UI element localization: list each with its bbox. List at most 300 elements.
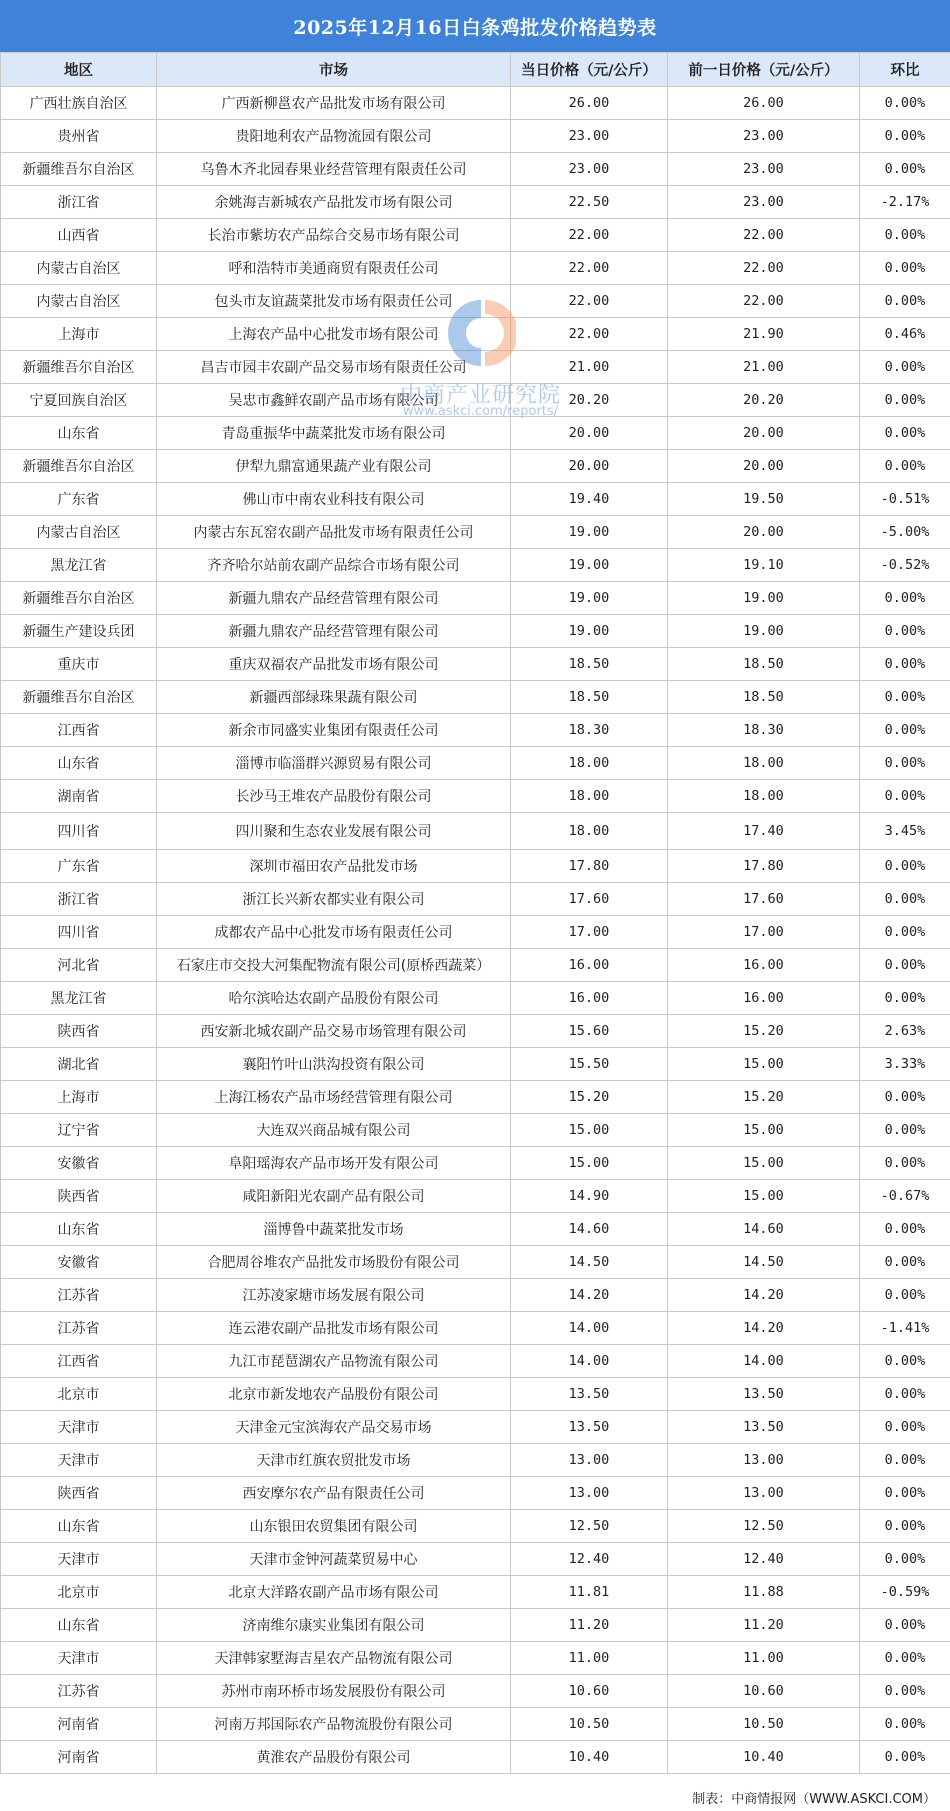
region-cell: 山东省 xyxy=(1,1609,157,1642)
change-cell: 0.00% xyxy=(860,285,950,318)
market-cell: 济南维尔康实业集团有限公司 xyxy=(157,1609,511,1642)
region-cell: 新疆维吾尔自治区 xyxy=(1,153,157,186)
region-cell: 内蒙古自治区 xyxy=(1,516,157,549)
today-price-cell: 13.00 xyxy=(511,1477,668,1510)
change-cell: 0.00% xyxy=(860,120,950,153)
table-row xyxy=(1,549,950,582)
today-price-cell: 12.50 xyxy=(511,1510,668,1543)
previous-price-cell: 15.20 xyxy=(668,1015,860,1048)
change-cell: 0.00% xyxy=(860,1477,950,1510)
change-cell: -0.51% xyxy=(860,483,950,516)
change-cell: 0.00% xyxy=(860,747,950,780)
previous-price-cell: 12.40 xyxy=(668,1543,860,1576)
today-price-cell: 16.00 xyxy=(511,982,668,1015)
previous-price-cell: 21.90 xyxy=(668,318,860,351)
change-cell: 0.00% xyxy=(860,582,950,615)
region-cell: 上海市 xyxy=(1,318,157,351)
region-cell: 广西壮族自治区 xyxy=(1,87,157,120)
today-price-cell: 18.00 xyxy=(511,780,668,813)
watermark-name: 中商产业研究院 xyxy=(399,383,561,408)
today-price-cell: 17.00 xyxy=(511,916,668,949)
market-cell: 贵阳地利农产品物流园有限公司 xyxy=(157,120,511,153)
market-cell: 青岛重振华中蔬菜批发市场有限公司 xyxy=(157,417,511,450)
table-row xyxy=(1,1114,950,1147)
table-row xyxy=(1,417,950,450)
market-cell: 成都农产品中心批发市场有限责任公司 xyxy=(157,916,511,949)
table-row xyxy=(1,1015,950,1048)
market-cell: 上海农产品中心批发市场有限公司 xyxy=(157,318,511,351)
market-cell: 长治市紫坊农产品综合交易市场有限公司 xyxy=(157,219,511,252)
change-cell: 0.00% xyxy=(860,153,950,186)
region-cell: 贵州省 xyxy=(1,120,157,153)
market-cell: 广西新柳邕农产品批发市场有限公司 xyxy=(157,87,511,120)
table-row xyxy=(1,1213,950,1246)
table-row xyxy=(1,1543,950,1576)
previous-price-cell: 15.00 xyxy=(668,1147,860,1180)
market-cell: 天津韩家墅海吉星农产品物流有限公司 xyxy=(157,1642,511,1675)
previous-price-cell: 17.60 xyxy=(668,883,860,916)
region-cell: 新疆维吾尔自治区 xyxy=(1,582,157,615)
market-cell: 天津市红旗农贸批发市场 xyxy=(157,1444,511,1477)
region-cell: 四川省 xyxy=(1,813,157,850)
table-row xyxy=(1,1675,950,1708)
table-row xyxy=(1,747,950,780)
table-row xyxy=(1,1180,950,1213)
change-cell: 2.63% xyxy=(860,1015,950,1048)
market-cell: 佛山市中南农业科技有限公司 xyxy=(157,483,511,516)
table-row xyxy=(1,318,950,351)
table-row xyxy=(1,1510,950,1543)
region-cell: 江苏省 xyxy=(1,1675,157,1708)
table-row xyxy=(1,120,950,153)
market-cell: 西安摩尔农产品有限责任公司 xyxy=(157,1477,511,1510)
region-cell: 河南省 xyxy=(1,1708,157,1741)
previous-price-cell: 20.00 xyxy=(668,417,860,450)
today-price-cell: 14.00 xyxy=(511,1312,668,1345)
column-header-previous-price: 前一日价格（元/公斤） xyxy=(668,53,860,87)
market-cell: 重庆双福农产品批发市场有限公司 xyxy=(157,648,511,681)
region-cell: 山东省 xyxy=(1,1213,157,1246)
today-price-cell: 26.00 xyxy=(511,87,668,120)
today-price-cell: 17.80 xyxy=(511,850,668,883)
market-cell: 北京大洋路农副产品市场有限公司 xyxy=(157,1576,511,1609)
market-cell: 北京市新发地农产品股份有限公司 xyxy=(157,1378,511,1411)
table-row xyxy=(1,949,950,982)
market-cell: 苏州市南环桥市场发展股份有限公司 xyxy=(157,1675,511,1708)
table-row xyxy=(1,780,950,813)
today-price-cell: 10.50 xyxy=(511,1708,668,1741)
change-cell: 0.00% xyxy=(860,1081,950,1114)
today-price-cell: 10.40 xyxy=(511,1741,668,1774)
region-cell: 江西省 xyxy=(1,1345,157,1378)
change-cell: 0.00% xyxy=(860,1279,950,1312)
previous-price-cell: 10.40 xyxy=(668,1741,860,1774)
change-cell: 0.00% xyxy=(860,714,950,747)
market-cell: 乌鲁木齐北园春果业经营管理有限责任公司 xyxy=(157,153,511,186)
today-price-cell: 22.00 xyxy=(511,318,668,351)
table-row xyxy=(1,1279,950,1312)
market-cell: 江苏凌家塘市场发展有限公司 xyxy=(157,1279,511,1312)
previous-price-cell: 16.00 xyxy=(668,982,860,1015)
market-cell: 呼和浩特市美通商贸有限责任公司 xyxy=(157,252,511,285)
today-price-cell: 19.00 xyxy=(511,582,668,615)
table-title: 2025年12月16日白条鸡批发价格趋势表 xyxy=(0,0,950,52)
market-cell: 上海江杨农产品市场经营管理有限公司 xyxy=(157,1081,511,1114)
change-cell: -5.00% xyxy=(860,516,950,549)
change-cell: 0.00% xyxy=(860,615,950,648)
market-cell: 新疆九鼎农产品经营管理有限公司 xyxy=(157,615,511,648)
region-cell: 宁夏回族自治区 xyxy=(1,384,157,417)
previous-price-cell: 19.00 xyxy=(668,582,860,615)
market-cell: 大连双兴商品城有限公司 xyxy=(157,1114,511,1147)
previous-price-cell: 14.20 xyxy=(668,1312,860,1345)
today-price-cell: 20.00 xyxy=(511,417,668,450)
region-cell: 浙江省 xyxy=(1,186,157,219)
market-cell: 西安新北城农副产品交易市场管理有限公司 xyxy=(157,1015,511,1048)
region-cell: 浙江省 xyxy=(1,883,157,916)
change-cell: 0.00% xyxy=(860,780,950,813)
previous-price-cell: 26.00 xyxy=(668,87,860,120)
today-price-cell: 11.00 xyxy=(511,1642,668,1675)
change-cell: 0.46% xyxy=(860,318,950,351)
market-cell: 长沙马王堆农产品股份有限公司 xyxy=(157,780,511,813)
previous-price-cell: 17.40 xyxy=(668,813,860,850)
change-cell: 0.00% xyxy=(860,1642,950,1675)
change-cell: 0.00% xyxy=(860,1543,950,1576)
today-price-cell: 14.60 xyxy=(511,1213,668,1246)
table-row xyxy=(1,883,950,916)
today-price-cell: 17.60 xyxy=(511,883,668,916)
table-row xyxy=(1,1708,950,1741)
region-cell: 上海市 xyxy=(1,1081,157,1114)
today-price-cell: 14.50 xyxy=(511,1246,668,1279)
change-cell: 0.00% xyxy=(860,1345,950,1378)
table-row xyxy=(1,1081,950,1114)
today-price-cell: 18.00 xyxy=(511,813,668,850)
change-cell: 0.00% xyxy=(860,1510,950,1543)
previous-price-cell: 15.00 xyxy=(668,1114,860,1147)
previous-price-cell: 22.00 xyxy=(668,252,860,285)
table-row xyxy=(1,1642,950,1675)
previous-price-cell: 18.00 xyxy=(668,780,860,813)
market-cell: 新疆西部绿珠果蔬有限公司 xyxy=(157,681,511,714)
table-row xyxy=(1,1609,950,1642)
today-price-cell: 22.00 xyxy=(511,219,668,252)
region-cell: 北京市 xyxy=(1,1378,157,1411)
region-cell: 山东省 xyxy=(1,747,157,780)
previous-price-cell: 22.00 xyxy=(668,219,860,252)
market-cell: 余姚海吉新城农产品批发市场有限公司 xyxy=(157,186,511,219)
region-cell: 内蒙古自治区 xyxy=(1,252,157,285)
region-cell: 四川省 xyxy=(1,916,157,949)
today-price-cell: 15.00 xyxy=(511,1147,668,1180)
change-cell: 0.00% xyxy=(860,916,950,949)
market-cell: 石家庄市交投大河集配物流有限公司(原桥西蔬菜） xyxy=(157,949,511,982)
today-price-cell: 23.00 xyxy=(511,120,668,153)
change-cell: 0.00% xyxy=(860,681,950,714)
change-cell: 0.00% xyxy=(860,949,950,982)
previous-price-cell: 17.00 xyxy=(668,916,860,949)
previous-price-cell: 23.00 xyxy=(668,186,860,219)
market-cell: 九江市琵琶湖农产品物流有限公司 xyxy=(157,1345,511,1378)
previous-price-cell: 20.00 xyxy=(668,516,860,549)
table-row xyxy=(1,1576,950,1609)
table-row xyxy=(1,982,950,1015)
table-row xyxy=(1,450,950,483)
today-price-cell: 15.60 xyxy=(511,1015,668,1048)
column-header-market: 市场 xyxy=(157,53,511,87)
previous-price-cell: 10.60 xyxy=(668,1675,860,1708)
previous-price-cell: 21.00 xyxy=(668,351,860,384)
table-row xyxy=(1,582,950,615)
table-row xyxy=(1,1246,950,1279)
change-cell: 0.00% xyxy=(860,1675,950,1708)
change-cell: 3.45% xyxy=(860,813,950,850)
table-header-row xyxy=(1,53,950,87)
change-cell: 0.00% xyxy=(860,1246,950,1279)
table-row xyxy=(1,153,950,186)
today-price-cell: 14.90 xyxy=(511,1180,668,1213)
today-price-cell: 18.50 xyxy=(511,648,668,681)
region-cell: 新疆维吾尔自治区 xyxy=(1,681,157,714)
change-cell: 0.00% xyxy=(860,384,950,417)
column-header-region: 地区 xyxy=(1,53,157,87)
table-row xyxy=(1,1444,950,1477)
table-row xyxy=(1,516,950,549)
market-cell: 昌吉市园丰农副产品交易市场有限责任公司 xyxy=(157,351,511,384)
change-cell: 0.00% xyxy=(860,850,950,883)
region-cell: 广东省 xyxy=(1,850,157,883)
table-row xyxy=(1,916,950,949)
change-cell: 0.00% xyxy=(860,883,950,916)
today-price-cell: 19.00 xyxy=(511,516,668,549)
table-row xyxy=(1,1147,950,1180)
change-cell: 0.00% xyxy=(860,87,950,120)
region-cell: 天津市 xyxy=(1,1411,157,1444)
table-row xyxy=(1,615,950,648)
market-cell: 阜阳瑶海农产品市场开发有限公司 xyxy=(157,1147,511,1180)
change-cell: 0.00% xyxy=(860,1741,950,1774)
change-cell: -1.41% xyxy=(860,1312,950,1345)
table-row xyxy=(1,813,950,850)
region-cell: 山西省 xyxy=(1,219,157,252)
region-cell: 湖北省 xyxy=(1,1048,157,1081)
change-cell: 3.33% xyxy=(860,1048,950,1081)
region-cell: 湖南省 xyxy=(1,780,157,813)
table-body xyxy=(1,87,950,1774)
column-header-today-price: 当日价格（元/公斤） xyxy=(511,53,668,87)
table-row xyxy=(1,87,950,120)
change-cell: 0.00% xyxy=(860,1378,950,1411)
today-price-cell: 11.81 xyxy=(511,1576,668,1609)
today-price-cell: 13.50 xyxy=(511,1411,668,1444)
today-price-cell: 16.00 xyxy=(511,949,668,982)
today-price-cell: 13.50 xyxy=(511,1378,668,1411)
today-price-cell: 19.00 xyxy=(511,549,668,582)
table-row xyxy=(1,1741,950,1774)
region-cell: 山东省 xyxy=(1,417,157,450)
market-cell: 新余市同盛实业集团有限责任公司 xyxy=(157,714,511,747)
watermark-url: www.askci.com/reports/ xyxy=(403,404,558,419)
today-price-cell: 13.00 xyxy=(511,1444,668,1477)
previous-price-cell: 17.80 xyxy=(668,850,860,883)
region-cell: 天津市 xyxy=(1,1543,157,1576)
today-price-cell: 21.00 xyxy=(511,351,668,384)
region-cell: 安徽省 xyxy=(1,1147,157,1180)
market-cell: 天津金元宝滨海农产品交易市场 xyxy=(157,1411,511,1444)
region-cell: 江西省 xyxy=(1,714,157,747)
previous-price-cell: 19.00 xyxy=(668,615,860,648)
table-row xyxy=(1,483,950,516)
table-row xyxy=(1,1312,950,1345)
market-cell: 深圳市福田农产品批发市场 xyxy=(157,850,511,883)
today-price-cell: 15.20 xyxy=(511,1081,668,1114)
change-cell: 0.00% xyxy=(860,1114,950,1147)
previous-price-cell: 18.50 xyxy=(668,648,860,681)
previous-price-cell: 18.50 xyxy=(668,681,860,714)
previous-price-cell: 20.00 xyxy=(668,450,860,483)
region-cell: 安徽省 xyxy=(1,1246,157,1279)
today-price-cell: 19.00 xyxy=(511,615,668,648)
previous-price-cell: 16.00 xyxy=(668,949,860,982)
footer-credit: 制表：中商情报网（WWW.ASKCI.COM） xyxy=(692,1791,936,1807)
table-row xyxy=(1,219,950,252)
today-price-cell: 12.40 xyxy=(511,1543,668,1576)
region-cell: 北京市 xyxy=(1,1576,157,1609)
previous-price-cell: 15.00 xyxy=(668,1048,860,1081)
change-cell: 0.00% xyxy=(860,1411,950,1444)
market-cell: 哈尔滨哈达农副产品股份有限公司 xyxy=(157,982,511,1015)
region-cell: 黑龙江省 xyxy=(1,982,157,1015)
market-cell: 襄阳竹叶山洪沟投资有限公司 xyxy=(157,1048,511,1081)
today-price-cell: 15.50 xyxy=(511,1048,668,1081)
previous-price-cell: 11.88 xyxy=(668,1576,860,1609)
region-cell: 河北省 xyxy=(1,949,157,982)
table-row xyxy=(1,285,950,318)
region-cell: 陕西省 xyxy=(1,1477,157,1510)
change-cell: -2.17% xyxy=(860,186,950,219)
previous-price-cell: 18.00 xyxy=(668,747,860,780)
change-cell: 0.00% xyxy=(860,1444,950,1477)
today-price-cell: 19.40 xyxy=(511,483,668,516)
region-cell: 山东省 xyxy=(1,1510,157,1543)
region-cell: 新疆维吾尔自治区 xyxy=(1,351,157,384)
region-cell: 黑龙江省 xyxy=(1,549,157,582)
today-price-cell: 20.20 xyxy=(511,384,668,417)
table-row xyxy=(1,1378,950,1411)
previous-price-cell: 12.50 xyxy=(668,1510,860,1543)
previous-price-cell: 15.20 xyxy=(668,1081,860,1114)
today-price-cell: 11.20 xyxy=(511,1609,668,1642)
previous-price-cell: 15.00 xyxy=(668,1180,860,1213)
change-cell: 0.00% xyxy=(860,1147,950,1180)
market-cell: 四川聚和生态农业发展有限公司 xyxy=(157,813,511,850)
previous-price-cell: 11.00 xyxy=(668,1642,860,1675)
today-price-cell: 23.00 xyxy=(511,153,668,186)
table-row xyxy=(1,1477,950,1510)
previous-price-cell: 13.00 xyxy=(668,1444,860,1477)
previous-price-cell: 13.50 xyxy=(668,1411,860,1444)
market-cell: 连云港农副产品批发市场有限公司 xyxy=(157,1312,511,1345)
region-cell: 陕西省 xyxy=(1,1180,157,1213)
market-cell: 浙江长兴新农都实业有限公司 xyxy=(157,883,511,916)
market-cell: 山东银田农贸集团有限公司 xyxy=(157,1510,511,1543)
market-cell: 合肥周谷堆农产品批发市场股份有限公司 xyxy=(157,1246,511,1279)
today-price-cell: 14.00 xyxy=(511,1345,668,1378)
table-row xyxy=(1,1411,950,1444)
change-cell: 0.00% xyxy=(860,351,950,384)
change-cell: -0.67% xyxy=(860,1180,950,1213)
today-price-cell: 22.50 xyxy=(511,186,668,219)
market-cell: 河南万邦国际农产品物流股份有限公司 xyxy=(157,1708,511,1741)
previous-price-cell: 18.30 xyxy=(668,714,860,747)
table-row xyxy=(1,252,950,285)
previous-price-cell: 23.00 xyxy=(668,153,860,186)
region-cell: 天津市 xyxy=(1,1642,157,1675)
previous-price-cell: 14.00 xyxy=(668,1345,860,1378)
change-cell: 0.00% xyxy=(860,417,950,450)
today-price-cell: 18.50 xyxy=(511,681,668,714)
previous-price-cell: 19.50 xyxy=(668,483,860,516)
region-cell: 广东省 xyxy=(1,483,157,516)
table-row xyxy=(1,850,950,883)
change-cell: 0.00% xyxy=(860,982,950,1015)
market-cell: 淄博市临淄群兴源贸易有限公司 xyxy=(157,747,511,780)
price-table xyxy=(0,52,950,1774)
region-cell: 江苏省 xyxy=(1,1279,157,1312)
change-cell: 0.00% xyxy=(860,450,950,483)
market-cell: 天津市金钟河蔬菜贸易中心 xyxy=(157,1543,511,1576)
table-row xyxy=(1,1345,950,1378)
market-cell: 包头市友谊蔬菜批发市场有限责任公司 xyxy=(157,285,511,318)
market-cell: 淄博鲁中蔬菜批发市场 xyxy=(157,1213,511,1246)
region-cell: 陕西省 xyxy=(1,1015,157,1048)
region-cell: 新疆维吾尔自治区 xyxy=(1,450,157,483)
previous-price-cell: 14.20 xyxy=(668,1279,860,1312)
region-cell: 天津市 xyxy=(1,1444,157,1477)
previous-price-cell: 14.60 xyxy=(668,1213,860,1246)
today-price-cell: 10.60 xyxy=(511,1675,668,1708)
market-cell: 齐齐哈尔站前农副产品综合市场有限公司 xyxy=(157,549,511,582)
change-cell: 0.00% xyxy=(860,1213,950,1246)
today-price-cell: 18.00 xyxy=(511,747,668,780)
previous-price-cell: 10.50 xyxy=(668,1708,860,1741)
today-price-cell: 15.00 xyxy=(511,1114,668,1147)
region-cell: 辽宁省 xyxy=(1,1114,157,1147)
region-cell: 江苏省 xyxy=(1,1312,157,1345)
table-row xyxy=(1,1048,950,1081)
today-price-cell: 22.00 xyxy=(511,285,668,318)
table-row xyxy=(1,351,950,384)
region-cell: 河南省 xyxy=(1,1741,157,1774)
market-cell: 伊犁九鼎富通果蔬产业有限公司 xyxy=(157,450,511,483)
previous-price-cell: 20.20 xyxy=(668,384,860,417)
column-header-change: 环比 xyxy=(860,53,950,87)
change-cell: 0.00% xyxy=(860,1708,950,1741)
market-cell: 黄淮农产品股份有限公司 xyxy=(157,1741,511,1774)
previous-price-cell: 11.20 xyxy=(668,1609,860,1642)
previous-price-cell: 14.50 xyxy=(668,1246,860,1279)
market-cell: 新疆九鼎农产品经营管理有限公司 xyxy=(157,582,511,615)
change-cell: 0.00% xyxy=(860,1609,950,1642)
previous-price-cell: 13.00 xyxy=(668,1477,860,1510)
today-price-cell: 18.30 xyxy=(511,714,668,747)
change-cell: -0.52% xyxy=(860,549,950,582)
change-cell: 0.00% xyxy=(860,252,950,285)
table-row xyxy=(1,186,950,219)
region-cell: 重庆市 xyxy=(1,648,157,681)
previous-price-cell: 13.50 xyxy=(668,1378,860,1411)
